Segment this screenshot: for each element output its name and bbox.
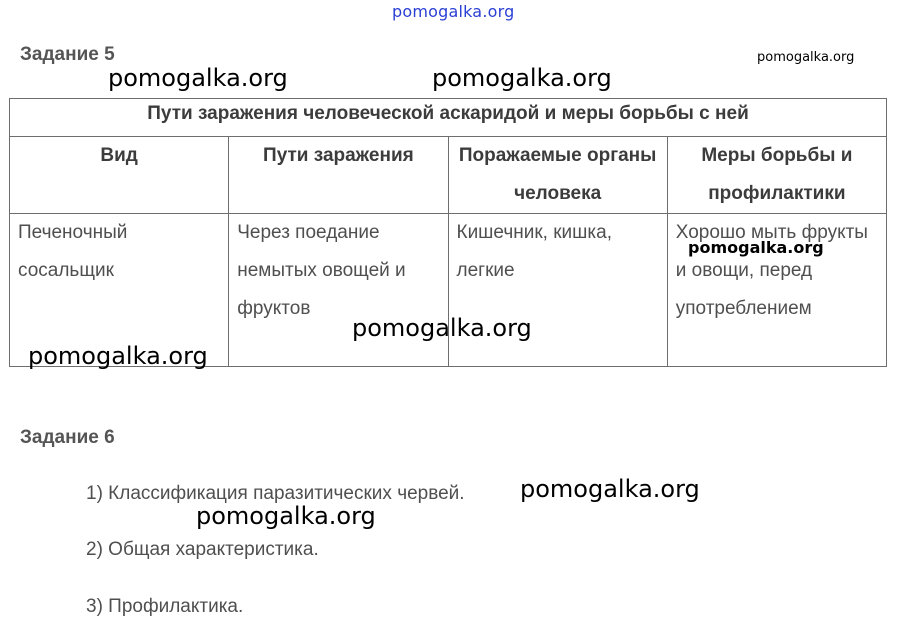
task5-heading: Задание 5 [20, 44, 115, 65]
list-item: 2) Общая характеристика. [86, 539, 319, 560]
watermark: pomogalka.org [520, 475, 700, 503]
cell-species: Печеночный сосальщик [10, 214, 229, 367]
top-watermark-logo: pomogalka.org [392, 2, 515, 21]
watermark: pomogalka.org [432, 64, 612, 92]
cell-infection-routes: Через поедание немытых овощей и фруктов [229, 214, 448, 367]
column-header-species: Вид [10, 137, 229, 214]
list-item: 1) Классификация паразитических червей. [86, 483, 465, 504]
table-title: Пути заражения человеческой аскаридой и меры борьбы с ней [10, 99, 887, 137]
watermark: pomogalka.org [352, 314, 532, 342]
task6-heading: Задание 6 [20, 427, 115, 448]
cell-affected-organs: Кишечник, кишка, легкие [448, 214, 667, 367]
column-header-affected-organs: Поражаемые органы человека [448, 137, 667, 214]
watermark: pomogalka.org [28, 342, 208, 370]
cell-prevention: Хорошо мыть фрукты и овощи, перед употреблением [667, 214, 886, 367]
list-item: 3) Профилактика. [86, 596, 244, 617]
column-header-prevention: Меры борьбы и профилактики [667, 137, 886, 214]
watermark: pomogalka.org [196, 502, 376, 530]
watermark: pomogalka.org [688, 238, 824, 257]
watermark: pomogalka.org [757, 50, 855, 65]
column-header-infection-routes: Пути заражения [229, 137, 448, 214]
watermark: pomogalka.org [108, 64, 288, 92]
